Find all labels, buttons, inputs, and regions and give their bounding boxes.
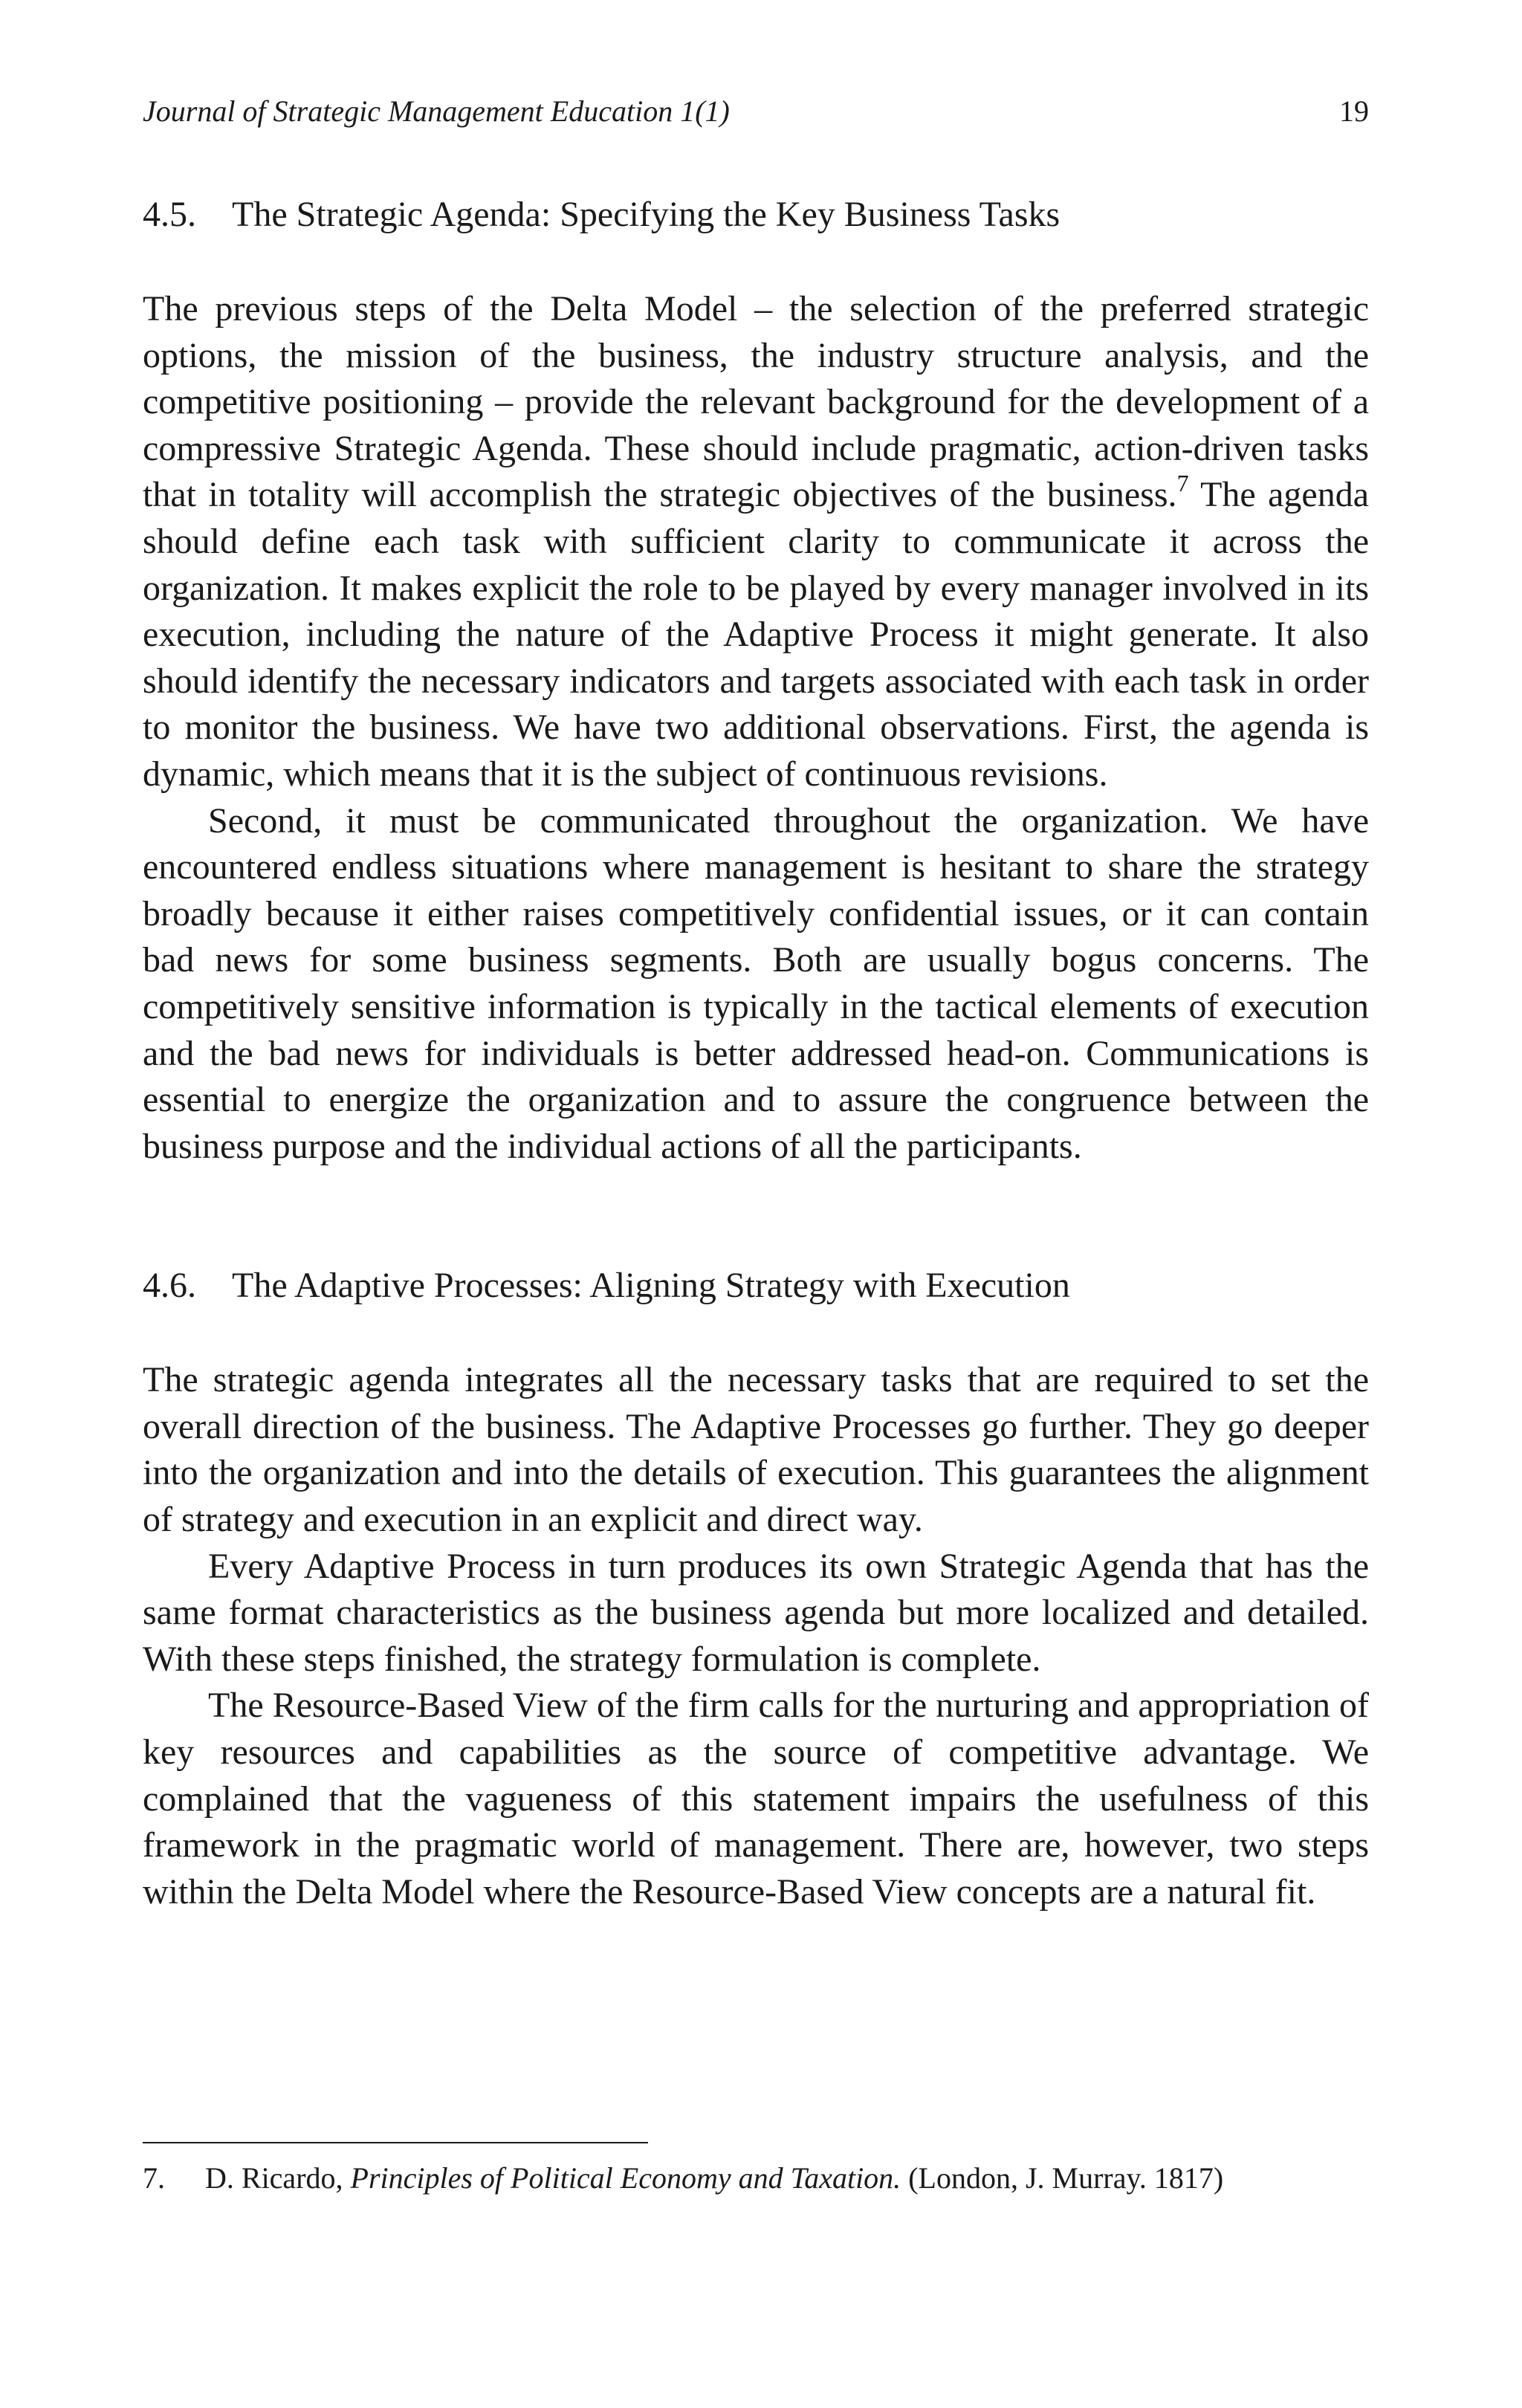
running-head — [143, 88, 1369, 135]
paragraph: The Resource-Based View of the firm calls for the nurturing and appropriation of key resources and capabilities as the source of competitive advantage. We complained that the vagueness of this statement impairs the usefulness of this framework in the pragmatic world of management. There are, however, two steps within the Delta Model where the Resource-Based View concepts are a natural fit. — [143, 1686, 1369, 1912]
footnote-divider — [143, 2142, 648, 2143]
footnote-author: D. Ricardo, — [205, 2161, 351, 2195]
paragraph-text: The previous steps of the Delta Model – the selection of the preferred strategic options, the mission of the business, the industry structure analysis, and the competitive positioning – provide the relevant background for the development of a compressive Strategic Agenda. These should include pragmatic, action-driven tasks that in totality will accomplish the strategic objectives of the business. — [143, 289, 1369, 515]
section-title: The Adaptive Processes: Aligning Strategy with Execution — [232, 1266, 1070, 1306]
paragraph: The strategic agenda integrates all the necessary tasks that are required to set the overall direction of the business. The Adaptive Processes go further. They go deeper into the organization and into the details of execution. This guarantees the alignment of strategy and execution in an explicit and direct way. — [143, 1360, 1369, 1540]
footnote-book-title: Principles of Political Economy and Taxation. — [350, 2161, 901, 2195]
paragraph: Second, it must be communicated throughout the organization. We have encountered endless situations where management is hesitant to share the strategy broadly because it either raises competitively confidential issues, or it can contain bad news for some business segments. Both are usually bogus concerns. The competitively sensitive information is typically in the tactical elements of execution and the bad news for individuals is better addressed head-on. Communications is essential to energize the organization and to assure the congruence between the business purpose and the individual actions of all the participants. — [143, 800, 1369, 1166]
section-heading-4-6 — [143, 1263, 1369, 1309]
section-number: 4.6. — [143, 1266, 196, 1306]
body-text — [143, 192, 1369, 1915]
footnote — [143, 2158, 1369, 2199]
paragraph — [143, 286, 1369, 798]
section-title: The Strategic Agenda: Specifying the Key Business Tasks — [232, 195, 1060, 234]
section-number: 4.5. — [143, 195, 196, 234]
paragraph-text: The agenda should define each task with sufficient clarity to communicate it across the organization. It makes explicit the role to be played by every manager involved in its execution, including the nature of the Adaptive Process it might generate. It also should identify the necessary indicators and targets associated with each task in order to monitor the business. We have two additional observations. First, the agenda is dynamic, which means that it is the subject of continuous revisions. — [143, 475, 1370, 794]
footnote-reference: 7 — [1176, 470, 1189, 497]
page-number: 19 — [1339, 94, 1369, 128]
paragraph: Every Adaptive Process in turn produces its own Strategic Agenda that has the same format characteristics as the business agenda but more localized and detailed. With these steps finished, the strategy formulation is complete. — [143, 1546, 1369, 1679]
footnote-number: 7. — [143, 2161, 165, 2195]
footnote-details: (London, J. Murray. 1817) — [901, 2161, 1224, 2195]
section-heading-4-5 — [143, 192, 1369, 238]
journal-title: Journal of Strategic Management Education 1(1) — [143, 94, 730, 128]
